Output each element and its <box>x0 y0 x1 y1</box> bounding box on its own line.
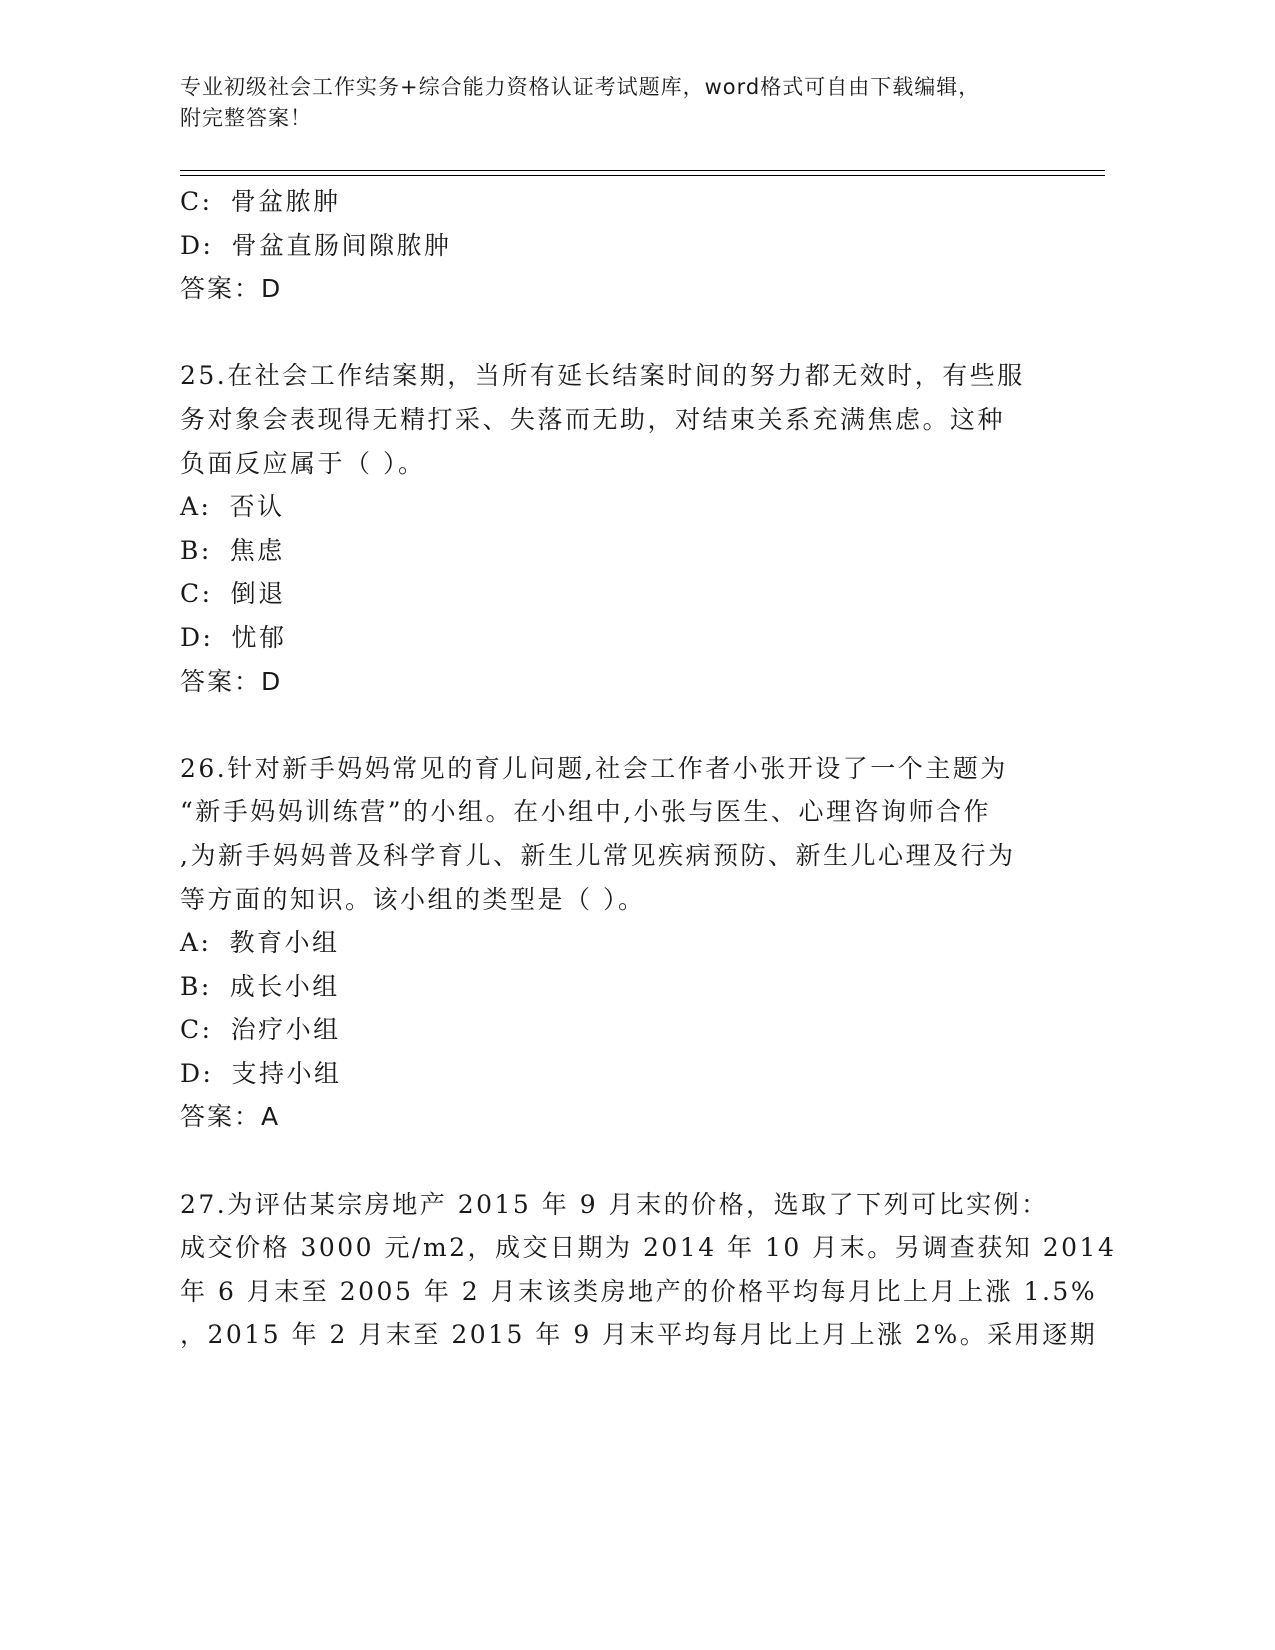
option-letter: C: <box>180 1015 213 1045</box>
option-a <box>180 485 1050 529</box>
option-letter: C: <box>180 579 213 609</box>
option-text: 教育小组 <box>229 928 340 958</box>
question-27 <box>180 1183 1117 1357</box>
header-line-2: 附完整答案！ <box>180 106 312 130</box>
option-letter: C: <box>180 187 213 216</box>
answer-line: 答案：D <box>180 274 283 304</box>
question-stem-line: 等方面的知识。该小组的类型是（ ）。 <box>180 884 646 914</box>
option-text: 骨盆直肠间隙脓肿 <box>231 230 452 260</box>
option-text: 治疗小组 <box>230 1015 341 1045</box>
option-letter: B: <box>180 971 212 1001</box>
question-content <box>180 180 1117 1357</box>
option-b <box>180 529 1050 573</box>
document-header <box>180 72 1060 134</box>
option-c <box>180 1008 1050 1052</box>
question-stem-line: 26.针对新手妈妈常见的育儿问题,社会工作者小张开设了一个主题为 <box>180 753 1008 783</box>
option-letter: A: <box>180 928 212 958</box>
header-rule-top <box>180 170 1105 171</box>
option-b <box>180 965 1050 1009</box>
option-text: 倒退 <box>230 579 286 609</box>
option-d <box>180 224 1050 268</box>
question-stem-line: ，2015 年 2 月末至 2015 年 9 月末平均每月比上月上涨 2%。采用逐期 <box>180 1320 1098 1350</box>
option-d <box>180 1052 1050 1096</box>
question-stem-line: ,为新手妈妈普及科学育儿、新生儿常见疾病预防、新生儿心理及行为 <box>180 840 1016 870</box>
option-text: 否认 <box>229 492 285 522</box>
option-text: 骨盆脓肿 <box>230 187 341 216</box>
option-text: 忧郁 <box>231 622 287 652</box>
prev-question <box>180 180 1050 311</box>
answer-line: 答案：D <box>180 666 283 696</box>
header-rule-bottom <box>180 175 1105 176</box>
option-d <box>180 616 1050 660</box>
question-stem-line: 27.为评估某宗房地产 2015 年 9 月末的价格，选取了下列可比实例： <box>180 1189 1049 1219</box>
option-a <box>180 921 1050 965</box>
question-25 <box>180 354 1050 703</box>
answer-line: 答案：A <box>180 1102 281 1132</box>
option-text: 焦虑 <box>229 535 285 565</box>
option-letter: D: <box>180 622 214 652</box>
question-stem-line: 25.在社会工作结案期，当所有延长结案时间的努力都无效时，有些服 <box>180 361 1025 391</box>
option-c <box>180 572 1050 616</box>
question-stem-line: “新手妈妈训练营”的小组。在小组中,小张与医生、心理咨询师合作 <box>180 797 992 827</box>
question-stem-line: 年 6 月末至 2005 年 2 月末该类房地产的价格平均每月比上月上涨 1.5% <box>180 1276 1098 1306</box>
option-c <box>180 180 1050 224</box>
option-letter: D: <box>180 230 214 260</box>
option-letter: B: <box>180 535 212 565</box>
question-stem-line: 务对象会表现得无精打采、失落而无助，对结束关系充满焦虑。这种 <box>180 404 1006 434</box>
question-stem-line: 负面反应属于（ ）。 <box>180 448 426 478</box>
option-letter: A: <box>180 492 212 522</box>
option-text: 支持小组 <box>231 1058 342 1088</box>
option-letter: D: <box>180 1058 214 1088</box>
question-26 <box>180 747 1050 1139</box>
question-stem-line: 成交价格 3000 元/m2，成交日期为 2014 年 10 月末。另调查获知 2014 <box>180 1233 1117 1263</box>
header-line-1: 专业初级社会工作实务+综合能力资格认证考试题库，word格式可自由下载编辑， <box>180 75 981 99</box>
option-text: 成长小组 <box>229 971 340 1001</box>
